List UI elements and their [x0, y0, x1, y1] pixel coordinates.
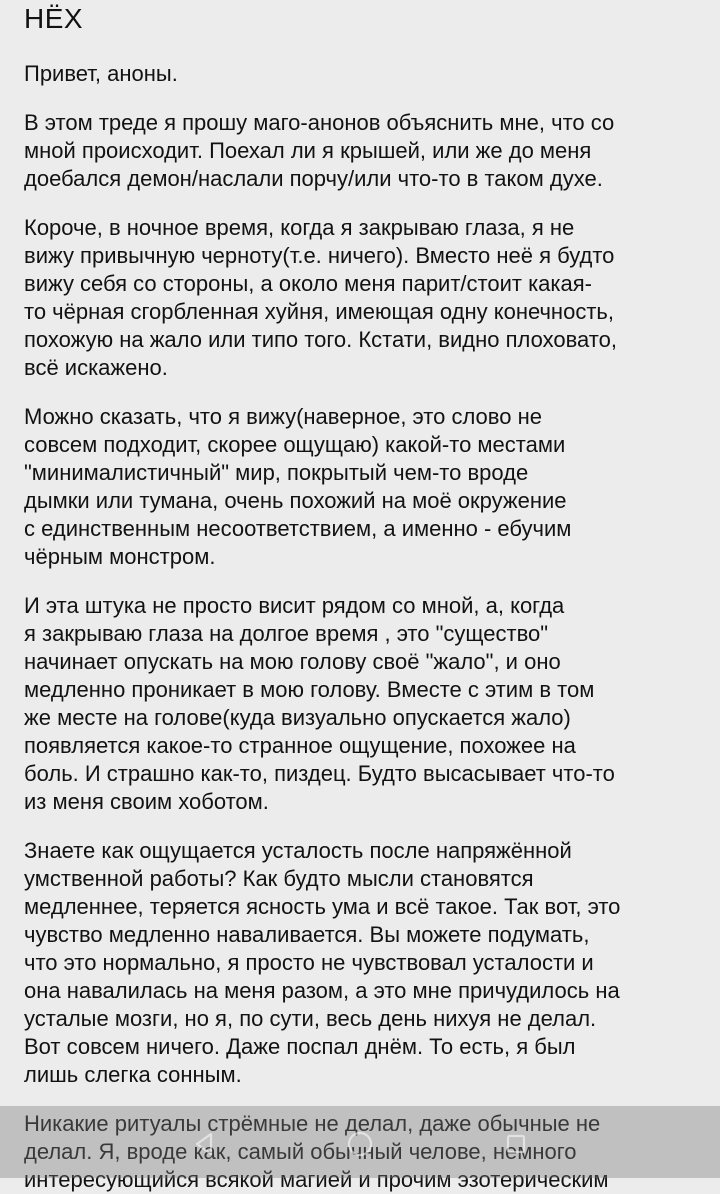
paragraph-line: медленнее, теряется ясность ума и всё такое. Так вот, это: [24, 894, 621, 919]
paragraph-line: же месте на голове(куда визуально опускается жало): [24, 705, 571, 730]
post-paragraph: [24, 109, 696, 193]
paragraph-line: Привет, аноны.: [24, 61, 178, 86]
back-triangle-icon: [189, 1129, 219, 1159]
paragraph-line: Никакие ритуалы стрёмные не делал, даже обычные не: [24, 1111, 601, 1136]
paragraph-line: то чёрная сгорбленная хуйня, имеющая одну конечность,: [24, 299, 614, 324]
paragraph-line: усталые мозги, но я, по сути, весь день нихуя не делал.: [24, 1006, 597, 1031]
home-circle-icon: [343, 1127, 377, 1161]
paragraph-line: "минималистичный" мир, покрытый чем-то вроде: [24, 460, 529, 485]
paragraph-line: Знаете как ощущается усталость после напряжённой: [24, 838, 572, 863]
paragraph-line: она навалилась на меня разом, а это мне причудилось на: [24, 978, 620, 1003]
post-paragraph: [24, 403, 696, 571]
paragraph-line: И эта штука не просто висит рядом со мной, а, когда: [24, 593, 565, 618]
post-content: [24, 0, 696, 1194]
paragraph-line: делал. Я, вроде как, самый обычный челове, немного: [24, 1139, 577, 1164]
paragraph-line: с единственным несоответствием, а именно - ебучим: [24, 516, 572, 541]
back-button[interactable]: [182, 1122, 226, 1166]
paragraph-line: боль. И страшно как-то, пиздец. Будто высасывает что-то: [24, 761, 615, 786]
paragraph-line: лишь слегка сонным.: [24, 1062, 242, 1087]
paragraph-line: Короче, в ночное время, когда я закрываю глаза, я не: [24, 215, 575, 240]
post-greeting: [24, 60, 696, 88]
paragraph-line: вижу привычную черноту(т.е. ничего). Вместо неё я будто: [24, 243, 615, 268]
post-title: НЁХ: [24, 3, 84, 34]
paragraph-line: Вот совсем ничего. Даже поспал днём. То есть, я был: [24, 1034, 576, 1059]
paragraph-line: интересующийся всякой магией и прочим эзотерическим: [24, 1167, 609, 1192]
paragraph-line: вижу себя со стороны, а около меня парит/стоит какая-: [24, 271, 593, 296]
recent-apps-icon: [501, 1129, 531, 1159]
paragraph-line: мной происходит. Поехал ли я крышей, или же до меня: [24, 138, 592, 163]
paragraph-line: дымки или тумана, очень похожий на моё окружение: [24, 488, 567, 513]
paragraph-line: доебался демон/наслали порчу/или что-то в таком духе.: [24, 166, 603, 191]
paragraph-line: из меня своим хоботом.: [24, 789, 269, 814]
paragraph-line: чувство медленно наваливается. Вы можете подумать,: [24, 922, 590, 947]
recent-apps-button[interactable]: [494, 1122, 538, 1166]
paragraph-line: совсем подходит, скорее ощущаю) какой-то местами: [24, 432, 566, 457]
paragraph-line: похожую на жало или типо того. Кстати, видно плоховато,: [24, 327, 617, 352]
paragraph-line: чёрным монстром.: [24, 544, 216, 569]
system-navigation-bar: [0, 1106, 720, 1178]
paragraph-line: всё искажено.: [24, 355, 168, 380]
post-paragraph: [24, 214, 696, 382]
paragraph-line: что это нормально, я просто не чувствовал усталости и: [24, 950, 594, 975]
home-button[interactable]: [338, 1122, 382, 1166]
post-paragraph: [24, 837, 696, 1089]
paragraph-line: В этом треде я прошу маго-анонов объяснить мне, что со: [24, 110, 615, 135]
paragraph-line: медленно проникает в мою голову. Вместе с этим в том: [24, 677, 595, 702]
paragraph-line: начинает опускать на мою голову своё "жало", и оно: [24, 649, 561, 674]
paragraph-line: я закрываю глаза на долгое время , это "существо": [24, 621, 549, 646]
paragraph-line: появляется какое-то странное ощущение, похожее на: [24, 733, 576, 758]
post-paragraph: [24, 592, 696, 816]
paragraph-line: Можно сказать, что я вижу(наверное, это слово не: [24, 404, 542, 429]
paragraph-line: умственной работы? Как будто мысли становятся: [24, 866, 534, 891]
post-body: [24, 60, 696, 1194]
